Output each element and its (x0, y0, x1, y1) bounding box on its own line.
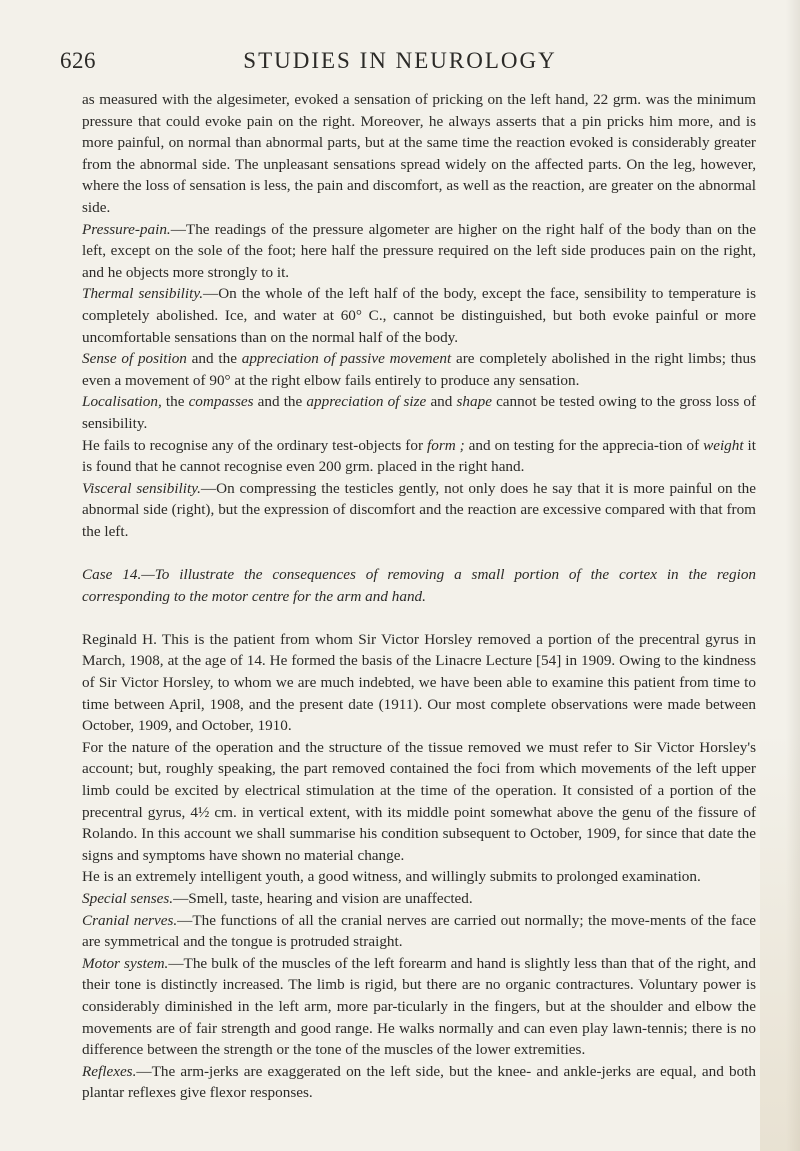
paragraph-p8 (82, 564, 756, 607)
text-run: it is found that he cannot recognise even 200 grm. placed in the right hand. (82, 436, 756, 476)
italic-run: Cranial nerves. (82, 911, 178, 929)
text-run: are completely abolished in the right limbs; thus even a movement of 90° at the right elbow fails entirely to produce any sensation. (82, 350, 757, 389)
text-run: —On the whole of the left half of the body, except the face, sensibility to temperature is completely abolished. Ice, and water at 60° C., cannot be distinguished, but both evoke painful or more uncomfortable sensations than on the normal half of the body. (82, 285, 756, 346)
body-text (82, 89, 756, 1104)
running-head: STUDIES IN NEUROLOGY (243, 48, 557, 73)
italic-run: Pressure-pain. (82, 220, 171, 238)
italic-run: weight (703, 436, 744, 454)
italic-run: shape (456, 393, 492, 411)
italic-run: Thermal sensibility. (82, 285, 204, 303)
italic-run: appreciation of size (306, 393, 427, 411)
italic-run: Reflexes. (82, 1062, 137, 1080)
text-run: and (426, 393, 457, 411)
italic-run: Motor system. (82, 954, 169, 972)
text-run (112, 566, 122, 583)
text-run: —The functions of all the cranial nerves are carried out normally; the move-ments of the face are symmetrical and the tongue is protruded straight. (82, 911, 756, 951)
text-run: —The readings of the pressure algometer are higher on the right half of the body than on the left, except on the sole of the foot; here half the pressure required on the left side produces pain on the right, and he objects more strongly to it. (82, 220, 756, 281)
text-run: Reginald H. This is the patient from whom Sir Victor Horsley removed a portion of the precentral gyrus in March, 1908, at the age of 14. He formed the basis of the Linacre Lecture [54] in 1909. Owing to the kindness of Sir Victor Horsley, to whom we are much indebted, we have been able to examine this patient from time to time between April, 1908, and the present date (1911). Our most complete observations were made between October, 1909, and October, 1910. (82, 630, 756, 735)
text-run: He is an extremely intelligent youth, a good witness, and willingly submits to prolonged examination. (82, 868, 701, 886)
text-run: and on testing for the apprecia-tion of (464, 436, 704, 454)
text-run: —The arm-jerks are exaggerated on the left side, but the knee- and ankle-jerks are equal, and both plantar reflexes give flexor responses. (82, 1062, 756, 1102)
page-header (60, 48, 740, 80)
text-run: the (161, 393, 189, 411)
paragraph-p9 (82, 629, 756, 737)
paragraph-p12 (82, 888, 756, 910)
paragraph-p15 (82, 1061, 756, 1104)
italic-run: 14.—To illustrate the consequences of removing a small portion of the cortex in the region corresponding to the motor centre for the arm and hand. (82, 566, 757, 605)
text-run: cannot be tested owing to the gross loss of sensibility. (82, 393, 757, 432)
italic-run: Case (82, 566, 113, 584)
paragraph-p13 (82, 910, 756, 953)
paragraph-p7 (82, 478, 756, 543)
italic-run: appreciation of passive movement (241, 350, 452, 368)
page-number: 626 (60, 48, 96, 73)
italic-run: Special senses. (82, 889, 174, 907)
paragraph-p1 (82, 89, 756, 219)
paragraph-p6 (82, 435, 756, 478)
paper-stain (760, 731, 800, 1151)
paragraph-p14 (82, 953, 756, 1061)
paragraph-p3 (82, 283, 756, 348)
paragraph-p10 (82, 737, 756, 867)
text-run: —The bulk of the muscles of the left forearm and hand is slightly less than that of the right, and their tone is distinctly increased. The limb is rigid, but there are no organic contractures. Voluntary power is considerably diminished in the left arm, more par-ticularly in the fingers, but at the shoulder and elbow the movements are of fair strength and good range. He walks normally and can even play lawn-tennis; there is no difference between the strength or the tone of the muscles of the lower extremities. (82, 954, 756, 1059)
text-run: He fails to recognise any of the ordinary test-objects for (82, 436, 427, 454)
italic-run: Sense of position (82, 350, 187, 368)
italic-run: form ; (427, 436, 465, 454)
paragraph-p5 (82, 391, 756, 434)
text-run: —Smell, taste, hearing and vision are unaffected. (173, 889, 473, 907)
text-run: For the nature of the operation and the structure of the tissue removed we must refer to Sir Victor Horsley's account; but, roughly speaking, the part removed contained the foci from which movements of the left upper limb could be excited by electrical stimulation at the time of the operation. It consisted of a portion of the precentral gyrus, 4½ cm. in vertical extent, with its middle point somewhat above the genu of the fissure of Rolando. In this account we shall summarise his condition subsequent to October, 1909, for since that date the signs and symptoms have shown no material change. (82, 738, 756, 864)
text-run: and the (186, 350, 242, 368)
paragraph-p4 (82, 348, 756, 391)
text-run: —On compressing the testicles gently, not only does he say that it is more painful on the abnormal side (right), but the expression of discomfort and the reaction are excessive compared with that from the left. (82, 479, 756, 540)
text-run: as measured with the algesimeter, evoked a sensation of pricking on the left hand, 22 grm. was the minimum pressure that could evoke pain on the right. Moreover, he always asserts that a pin pricks him more, and is more painful, on normal than abnormal parts, but at the same time the reaction evoked is considerably greater from the abnormal side. The unpleasant sensations spread widely on the affected parts. On the leg, however, where the loss of sensation is less, the pain and discomfort, as well as the reaction, are greater on the abnormal side. (82, 91, 756, 216)
text-run: and the (253, 393, 307, 411)
italic-run: Localisation, (82, 393, 162, 411)
italic-run: compasses (188, 393, 254, 411)
paragraph-p2 (82, 219, 756, 284)
paragraph-p11 (82, 866, 756, 888)
italic-run: Visceral sensibility. (82, 479, 201, 497)
